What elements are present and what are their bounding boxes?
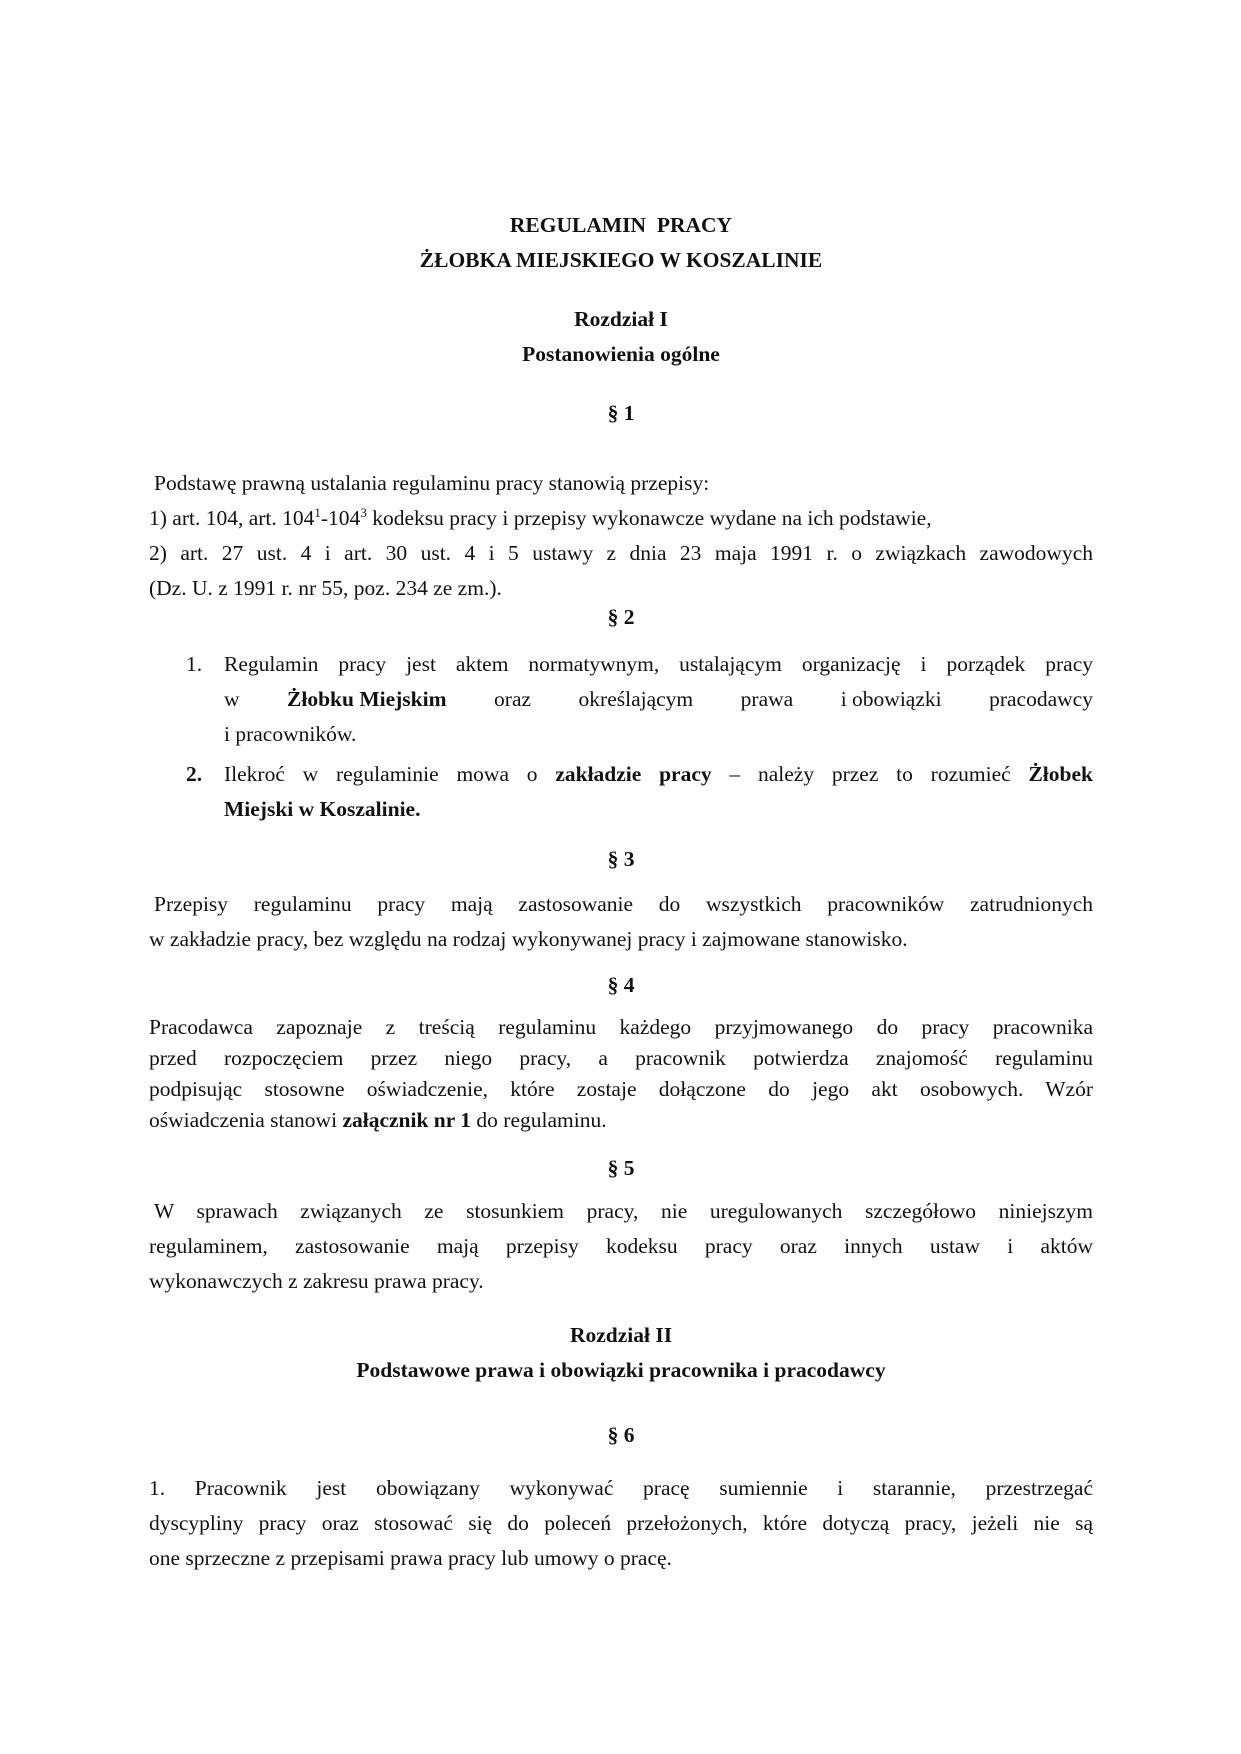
chapter-2-name: Podstawowe prawa i obowiązki pracownika i pracodawcy [356, 1358, 886, 1382]
section-4-line-3: podpisując stosowne oświadczenie, które zostaje dołączone do jego akt osobowych. Wzór [149, 1077, 1093, 1101]
section-5-line-3: wykonawczych z zakresu prawa pracy. [149, 1269, 484, 1293]
word-pracodawcy: pracodawcy [989, 687, 1093, 711]
section-1-item-1 [149, 501, 1093, 536]
section-3-body [149, 887, 1093, 957]
section-2-item-1-number: 1. [186, 652, 203, 676]
section-6-line-3: one sprzeczne z przepisami prawa pracy lub umowy o pracę. [149, 1546, 672, 1570]
section-2-item-2-text-a: Ilekroć w regulaminie mowa o [224, 762, 556, 786]
chapter-1-name: Postanowienia ogólne [522, 342, 720, 366]
section-2-item-2 [224, 757, 1093, 827]
section-5-line-1: W sprawach związanych ze stosunkiem pracy, nie uregulowanych szczegółowo niniejszym [154, 1199, 1093, 1223]
section-6-line-2: dyscypliny pracy oraz stosować się do poleceń przełożonych, które dotyczą pracy, jeżeli nie są [149, 1511, 1093, 1535]
section-1-body [149, 466, 1093, 606]
section-2-item-1-line-1: Regulamin pracy jest aktem normatywnym, ustalającym organizację i porządek pracy [224, 652, 1093, 676]
superscript-1: 1 [314, 504, 321, 520]
chapter-2-label: Rozdział II [569, 1323, 673, 1347]
bold-zalacznik-nr-1: załącznik nr 1 [342, 1108, 472, 1132]
section-2-item-2-text-b: – należy przez to rozumieć [711, 762, 1029, 786]
section-6-body [149, 1471, 1093, 1576]
section-4-line-1: Pracodawca zapoznaje z treścią regulaminu każdego przyjmowanego do pracy pracownika [149, 1015, 1093, 1039]
word-okreslajacym: określającym [578, 687, 694, 711]
bold-zlobku-miejskim: Żłobku Miejskim [287, 687, 447, 711]
section-2-item-1 [224, 647, 1093, 752]
section-3-line-1: Przepisy regulaminu pracy mają zastosowanie do wszystkich pracowników zatrudnionych [154, 892, 1093, 916]
section-2-item-2-line-1 [224, 757, 1093, 792]
section-3-heading: § 3 [607, 847, 635, 871]
section-5-body [149, 1194, 1093, 1299]
superscript-3: 3 [360, 504, 367, 520]
section-4-line-4-text-a: oświadczenia stanowi [149, 1108, 343, 1132]
section-5-line-2: regulaminem, zastosowanie mają przepisy kodeksu pracy oraz innych ustaw i aktów [149, 1234, 1093, 1258]
section-6-line-1: 1. Pracownik jest obowiązany wykonywać pracę sumiennie i starannie, przestrzegać [149, 1476, 1093, 1500]
chapter-1-heading [149, 302, 1093, 372]
chapter-1-label: Rozdział I [574, 307, 668, 331]
section-2-item-2-line-2: Miejski w Koszalinie. [224, 797, 421, 821]
section-2-heading: § 2 [607, 605, 635, 629]
section-6-heading: § 6 [607, 1423, 635, 1447]
section-2-item-2-number: 2. [186, 762, 203, 786]
section-5-heading: § 5 [607, 1156, 635, 1180]
section-4-line-4 [149, 1105, 1093, 1136]
section-1-heading: § 1 [607, 401, 635, 425]
word-prawa: prawa [740, 687, 794, 711]
title-line-2: ŻŁOBKA MIEJSKIEGO W KOSZALINIE [419, 248, 823, 272]
section-4-body [149, 1012, 1093, 1136]
document-title [149, 208, 1093, 278]
section-4-line-2: przed rozpoczęciem przez niego pracy, a pracownik potwierdza znajomość regulaminu [149, 1046, 1093, 1070]
section-1-item-1-text-c: kodeksu pracy i przepisy wykonawcze wydane na ich podstawie, [366, 506, 932, 530]
chapter-2-heading [149, 1318, 1093, 1388]
section-1-item-2-line-2: (Dz. U. z 1991 r. nr 55, poz. 234 ze zm.). [149, 576, 502, 600]
section-1-intro: Podstawę prawną ustalania regulaminu pracy stanowią przepisy: [154, 471, 710, 495]
bold-zlobek: Żłobek [1028, 762, 1093, 786]
section-4-line-4-text-b: do regulaminu. [471, 1108, 607, 1132]
section-2-item-1-line-2 [224, 682, 1093, 717]
section-3-line-2: w zakładzie pracy, bez względu na rodzaj wykonywanej pracy i zajmowane stanowisko. [149, 927, 908, 951]
word-oraz: oraz [494, 687, 532, 711]
section-1-item-2-line-1: 2) art. 27 ust. 4 i art. 30 ust. 4 i 5 ustawy z dnia 23 maja 1991 r. o związkach zawodowych [149, 541, 1093, 565]
section-2-item-1-line-3: i pracowników. [224, 722, 357, 746]
section-4-heading: § 4 [607, 973, 635, 997]
title-line-1: REGULAMIN PRACY [509, 213, 733, 237]
word-w: w [224, 687, 240, 711]
bold-zakladzie-pracy: zakładzie pracy [555, 762, 712, 786]
word-i-obowiazki: i obowiązki [840, 687, 942, 711]
section-1-item-1-text-a: 1) art. 104, art. 104 [149, 506, 315, 530]
section-1-item-1-text-b: -104 [320, 506, 361, 530]
